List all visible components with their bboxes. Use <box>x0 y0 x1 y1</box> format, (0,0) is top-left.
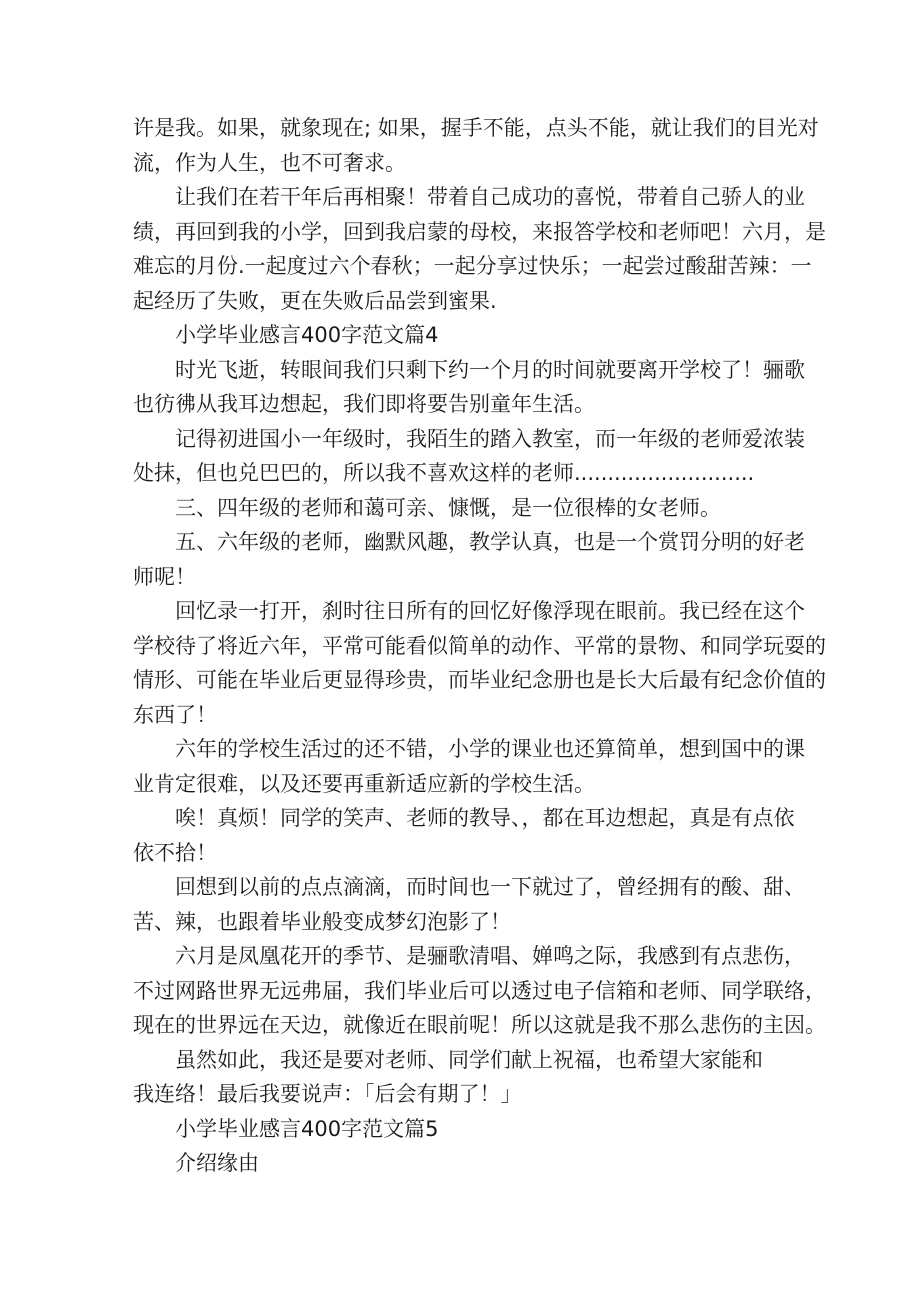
paragraph-5 <box>133 491 793 526</box>
paragraph-12 <box>133 1043 793 1112</box>
text-line: 时光飞逝，转眼间我们只剩下约一个月的时间就要离开学校了！骊歌 <box>175 357 805 382</box>
paragraph-8 <box>133 732 805 801</box>
paragraph-11 <box>133 939 826 1043</box>
text-line: 处抹，但也兑巴巴的，所以我不喜欢这样的老师........................... <box>133 461 755 485</box>
text-line: 业肯定很难，以及还要再重新适应新的学校生活。 <box>133 771 595 796</box>
paragraph-4 <box>133 422 805 491</box>
paragraph-6 <box>133 525 805 594</box>
text-line: 师呢！ <box>133 564 196 589</box>
text-line: 苦、辣，也跟着毕业般变成梦幻泡影了！ <box>133 909 511 934</box>
section-heading-5 <box>133 1112 793 1147</box>
text-line: 学校待了将近六年，平常可能看似简单的动作、平常的景物、和同学玩耍的 <box>133 633 826 658</box>
heading-text: 小学毕业感言400字范文篇5 <box>175 1116 439 1141</box>
paragraph-1 <box>133 111 819 180</box>
text-line: 回忆录一打开，刹时往日所有的回忆好像浮现在眼前。我已经在这个 <box>175 599 805 623</box>
heading-text: 小学毕业感言400字范文篇4 <box>175 323 439 347</box>
text-line: 东西了！ <box>133 702 217 727</box>
text-line: 流，作为人生，也不可奢求。 <box>133 150 406 175</box>
text-line: 虽然如此，我还是要对老师、同学们献上祝福，也希望大家能和 <box>175 1047 763 1072</box>
text-line: 难忘的月份.一起度过六个春秋；一起分享过快乐；一起尝过酸甜苦辣：一 <box>133 254 812 278</box>
text-line: 我连络！最后我要说声：「后会有期了！」 <box>133 1082 522 1106</box>
paragraph-3 <box>133 353 805 422</box>
text-line: 唉！真烦！同学的笑声、老师的教导、，都在耳边想起，真是有点依 <box>175 806 795 830</box>
text-line: 五、六年级的老师，幽默风趣，教学认真，也是一个赏罚分明的好老 <box>175 530 805 554</box>
paragraph-7 <box>133 594 826 732</box>
text-line: 绩，再回到我的小学，回到我启蒙的母校，来报答学校和老师吧！六月，是 <box>133 219 826 244</box>
paragraph-13 <box>133 1146 793 1181</box>
text-line: 起经历了失败，更在失败后品尝到蜜果. <box>133 288 497 313</box>
text-line: 六年的学校生活过的还不错，小学的课业也还算简单，想到国中的课 <box>175 737 805 761</box>
text-line: 六月是凤凰花开的季节、是骊歌清唱、婵鸣之际，我感到有点悲伤， <box>175 944 805 968</box>
text-line: 也彷彿从我耳边想起，我们即将要告别童年生活。 <box>133 392 595 416</box>
text-line: 依不拾！ <box>133 840 217 865</box>
paragraph-9 <box>133 801 793 870</box>
text-line: 介绍缘由 <box>175 1151 259 1175</box>
paragraph-10 <box>133 870 805 939</box>
text-line: 让我们在若干年后再相聚！带着自己成功的喜悦，带着自己骄人的业 <box>175 185 805 209</box>
text-line: 回想到以前的点点滴滴，而时间也一下就过了，曾经拥有的酸、甜、 <box>175 875 805 899</box>
text-line: 情形、可能在毕业后更显得珍贵，而毕业纪念册也是长大后最有纪念价值的 <box>133 668 826 692</box>
section-heading-4 <box>133 318 793 353</box>
text-line: 现在的世界远在天边，就像近在眼前呢！所以这就是我不那么悲伤的主因。 <box>133 1013 826 1037</box>
text-line: 不过网路世界无远弗届，我们毕业后可以透过电子信箱和老师、同学联络， <box>133 978 826 1003</box>
paragraph-2 <box>133 180 826 318</box>
text-line: 三、四年级的老师和蔼可亲、慷慨，是一位很棒的女老师。 <box>175 495 721 520</box>
article-body <box>133 111 826 1181</box>
text-line: 许是我。如果，就象现在; 如果，握手不能，点头不能，就让我们的目光对 <box>133 116 819 140</box>
text-line: 记得初进国小一年级时，我陌生的踏入教室，而一年级的老师爱浓装 <box>175 426 805 451</box>
